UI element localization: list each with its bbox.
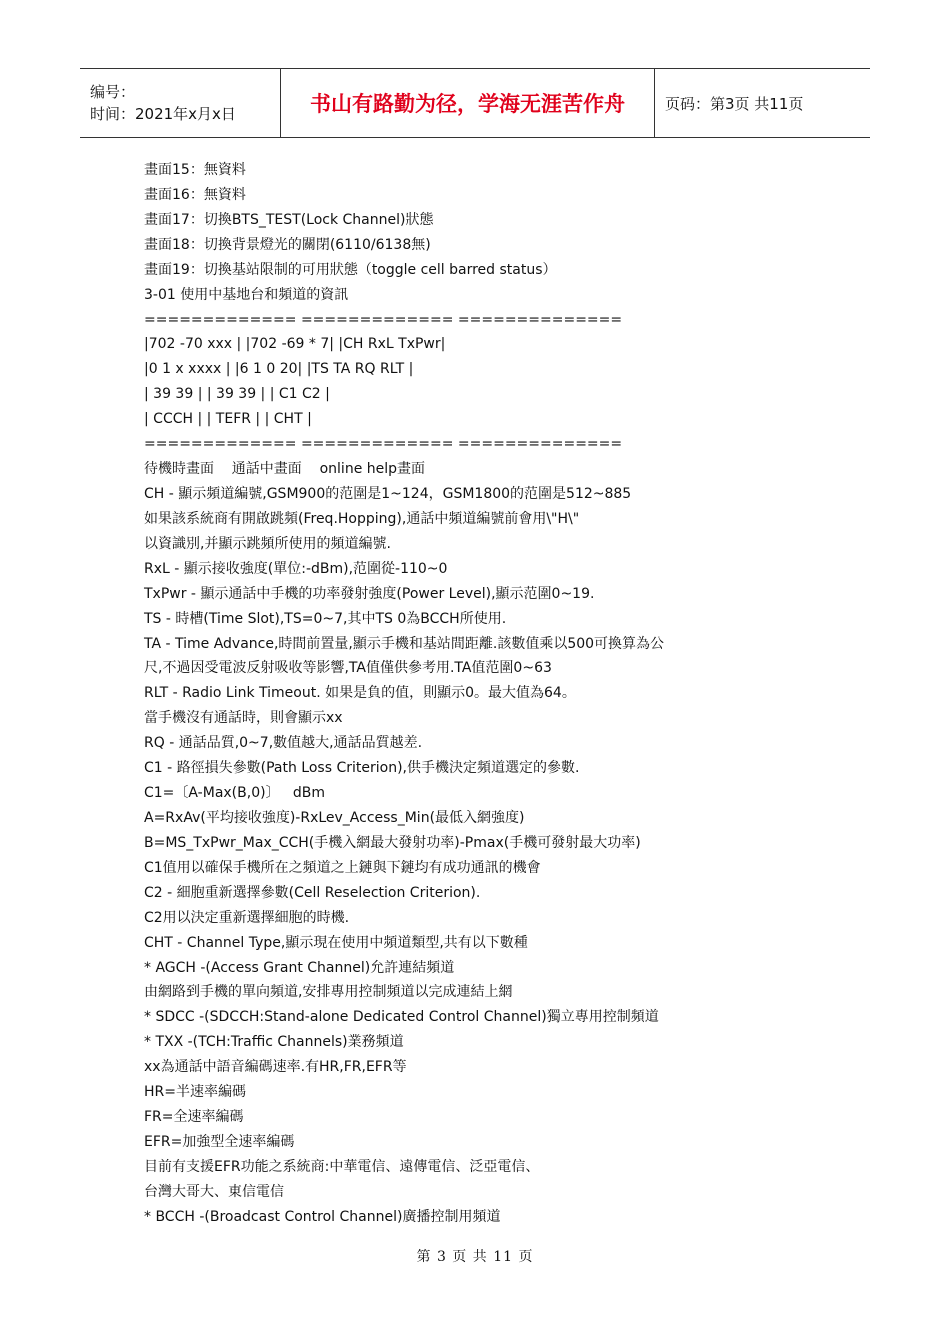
text-line: TA - Time Advance,時間前置量,顯示手機和基站間距離.該數值乘以500可換算為公	[144, 635, 665, 652]
header-page	[655, 69, 870, 137]
text-line: 畫面17：切換BTS_TEST(Lock Channel)狀態	[144, 211, 434, 228]
text-line: * TXX -(TCH:Traffic Channels)業務頻道	[144, 1034, 404, 1051]
text-line: |0 1 x xxxx | |6 1 0 20| |TS TA RQ RLT |	[144, 361, 414, 378]
text-line: 如果該系統商有開啟跳頻(Freq.Hopping),通話中頻道編號前會用\"H\"	[144, 510, 580, 527]
text-line: C1值用以確保手機所在之頻道之上鏈與下鏈均有成功通訊的機會	[144, 859, 541, 876]
text-line: HR=半速率編碼	[144, 1084, 246, 1101]
header-motto	[281, 69, 655, 137]
text-line: 當手機沒有通話時，則會顯示xx	[144, 710, 343, 727]
text-line: RLT - Radio Link Timeout. 如果是負的值，則顯示0。最大值為64。	[144, 685, 576, 702]
text-line: EFR=加強型全速率編碼	[144, 1133, 295, 1150]
text-line: 目前有支援EFR功能之系統商:中華電信、遠傳電信、泛亞電信、	[144, 1158, 540, 1175]
text-line: ============= ============= ==============	[144, 436, 623, 453]
text-line: CH - 顯示頻道編號,GSM900的范圍是1~124，GSM1800的范圍是512~885	[144, 485, 632, 502]
text-line: 畫面18：切換背景燈光的關閉(6110/6138無)	[144, 236, 431, 253]
motto-text: 书山有路勤为径，学海无涯苦作舟	[310, 91, 625, 116]
text-line: 台灣大哥大、東信電信	[144, 1183, 284, 1200]
text-line: C2用以決定重新選擇細胞的時機.	[144, 909, 350, 926]
text-line: |702 -70 xxx | |702 -69 * 7| |CH RxL TxPwr|	[144, 336, 446, 353]
text-line: 畫面19：切換基站限制的可用狀態（toggle cell barred status）	[144, 261, 557, 278]
text-line: CHT - Channel Type,顯示現在使用中頻道類型,共有以下數種	[144, 934, 528, 951]
text-line: 畫面16：無資料	[144, 186, 246, 203]
header-meta	[80, 69, 281, 137]
text-line: FR=全速率編碼	[144, 1109, 244, 1126]
text-line: | 39 39 | | 39 39 | | C1 C2 |	[144, 386, 330, 403]
text-line: * SDCC -(SDCCH:Stand-alone Dedicated Control Channel)獨立專用控制頻道	[144, 1009, 659, 1026]
text-line: C1 - 路徑損失參數(Path Loss Criterion),供手機決定頻道選定的參數.	[144, 760, 580, 777]
text-line: RxL - 顯示接收強度(單位:-dBm),范圍從-110~0	[144, 560, 448, 577]
text-line: 以資識別,并顯示跳頻所使用的頻道編號.	[144, 535, 391, 552]
text-line: C1=〔A-Max(B,0)〕 dBm	[144, 785, 326, 802]
text-line: * AGCH -(Access Grant Channel)允許連結頻道	[144, 959, 455, 976]
text-line: TxPwr - 顯示通話中手機的功率發射強度(Power Level),顯示范圍0~19.	[144, 585, 595, 602]
text-line: | CCCH | | TEFR | | CHT |	[144, 411, 312, 428]
text-line: C2 - 細胞重新選擇參數(Cell Reselection Criterion).	[144, 884, 481, 901]
text-line: xx為通話中語音編碼速率.有HR,FR,EFR等	[144, 1059, 407, 1076]
text-line: * BCCH -(Broadcast Control Channel)廣播控制用頻道	[144, 1208, 501, 1225]
text-line: 3-01 使用中基地台和頻道的資訊	[144, 286, 349, 303]
document-body	[144, 158, 744, 1230]
page-label: 页码：第3页 共11页	[665, 94, 804, 113]
number-label: 编号：	[90, 83, 136, 101]
text-line: B=MS_TxPwr_Max_CCH(手機入網最大發射功率)-Pmax(手機可發射最大功率)	[144, 834, 641, 851]
text-line: 由網路到手機的單向頻道,安排專用控制頻道以完成連結上網	[144, 984, 513, 1001]
page-header	[80, 68, 870, 138]
text-line: 畫面15：無資料	[144, 162, 246, 178]
text-line: ============= ============= ==============	[144, 311, 623, 328]
text-line: RQ - 通話品質,0~7,數值越大,通話品質越差.	[144, 735, 423, 752]
time-label: 时间：2021年x月x日	[90, 105, 236, 123]
page-footer: 第 3 页 共 11 页	[416, 1249, 534, 1265]
text-line: A=RxAv(平均接收強度)-RxLev_Access_Min(最低入網強度)	[144, 809, 525, 826]
text-line: 尺,不過因受電波反射吸收等影響,TA值僅供參考用.TA值范圍0~63	[144, 660, 552, 677]
text-line: 待機時畫面 通話中畫面 online help畫面	[144, 461, 426, 478]
text-line: TS - 時槽(Time Slot),TS=0~7,其中TS 0為BCCH所使用.	[144, 610, 507, 627]
